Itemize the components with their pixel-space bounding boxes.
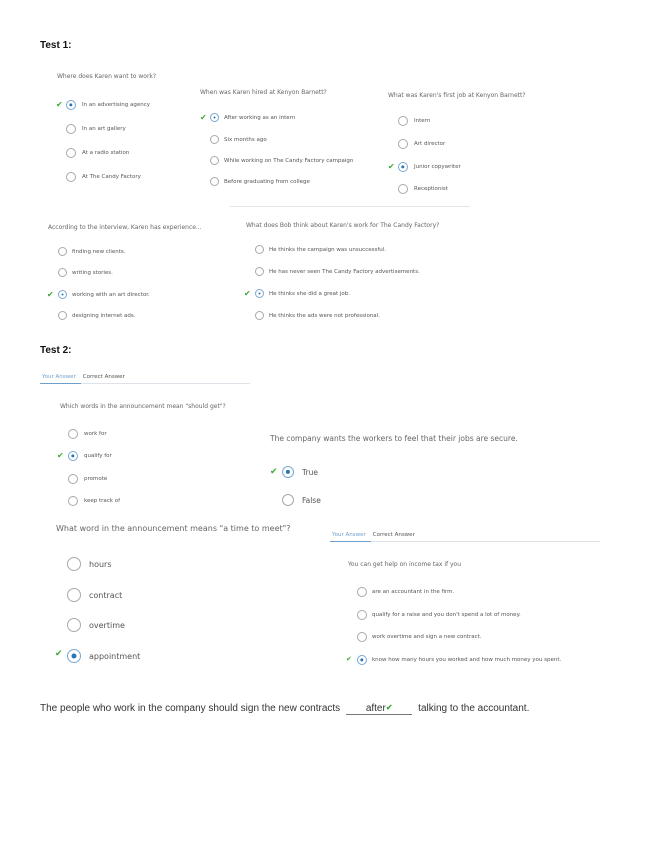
answer-tabs-2 [330, 530, 600, 542]
test2-title: Test 2: [40, 345, 72, 356]
t1-q4-option-2[interactable]: writing stories. [58, 268, 113, 277]
t2-q2-question: The company wants the workers to feel that their jobs are secure. [270, 434, 518, 443]
t1-q1-option-3[interactable]: At a radio station [66, 148, 129, 158]
check-mark-icon: ✔ [47, 290, 54, 299]
t1-q2-option-2[interactable]: Six months ago [210, 135, 267, 144]
radio-button[interactable] [255, 267, 264, 276]
radio-button-selected[interactable] [255, 289, 264, 298]
t2-q3-option-2[interactable]: contract [67, 588, 122, 602]
t1-q2-option-4[interactable]: Before graduating from college [210, 177, 310, 186]
radio-button[interactable] [67, 557, 81, 571]
t1-q2-option-1[interactable]: After working as an intern [210, 113, 295, 122]
radio-button[interactable] [398, 139, 408, 149]
t2-q4-question: You can get help on income tax if you [348, 561, 462, 568]
t2-q2-option-false[interactable]: False [282, 494, 321, 506]
tab-your-answer[interactable]: Your Answer [330, 530, 371, 542]
radio-button[interactable] [67, 618, 81, 632]
t1-q4-option-3[interactable]: working with an art director. [58, 290, 150, 299]
t1-q5-option-3[interactable]: He thinks she did a great job. [255, 289, 350, 298]
radio-button[interactable] [357, 587, 367, 597]
t2-q1-option-3[interactable]: promote [68, 474, 107, 484]
answer-tabs-1 [40, 372, 250, 384]
t2-q4-option-3[interactable]: work overtime and sign a new contract. [357, 632, 482, 642]
t1-q3-option-3[interactable]: Junior copywriter [398, 162, 461, 172]
t1-q4-option-1[interactable]: finding new clients. [58, 247, 126, 256]
radio-button[interactable] [255, 311, 264, 320]
t2-q1-option-4[interactable]: keep track of [68, 496, 120, 506]
t1-q5-question: What does Bob think about Karen's work for The Candy Factory? [246, 222, 440, 229]
radio-button[interactable] [398, 184, 408, 194]
t2-q2-option-true[interactable]: True [282, 466, 318, 478]
t2-q1-question: Which words in the announcement mean "should get"? [60, 403, 226, 410]
radio-button[interactable] [58, 268, 67, 277]
radio-button[interactable] [66, 172, 76, 182]
check-mark-icon: ✔ [346, 655, 352, 663]
radio-button[interactable] [357, 610, 367, 620]
radio-button[interactable] [255, 245, 264, 254]
t1-q1-question: Where does Karen want to work? [57, 73, 157, 80]
t1-q5-option-4[interactable]: He thinks the ads were not professional. [255, 311, 380, 320]
radio-button-selected[interactable] [58, 290, 67, 299]
t2-q4-option-2[interactable]: qualify for a raise and you don't spend a lot of money. [357, 610, 521, 620]
radio-button-selected[interactable] [357, 655, 367, 665]
radio-button[interactable] [58, 247, 67, 256]
radio-button-selected[interactable] [67, 649, 81, 663]
check-mark-icon: ✔ [57, 451, 64, 460]
t1-q3-question: What was Karen's first job at Kenyon Barnett? [388, 92, 526, 99]
radio-button[interactable] [66, 124, 76, 134]
tab-correct-answer[interactable]: Correct Answer [82, 374, 125, 380]
t1-q3-option-1[interactable]: Intern [398, 116, 430, 126]
radio-button[interactable] [58, 311, 67, 320]
radio-button[interactable] [357, 632, 367, 642]
t2-q5-answer: after [365, 703, 386, 714]
radio-button-selected[interactable] [282, 466, 294, 478]
t2-q5-answer-field[interactable] [346, 703, 412, 715]
t1-q2-question: When was Karen hired at Kenyon Barnett? [200, 89, 327, 96]
t1-q1-option-1[interactable]: In an advertising agency [66, 100, 150, 110]
tab-correct-answer[interactable]: Correct Answer [372, 532, 415, 538]
radio-button[interactable] [210, 177, 219, 186]
t2-q1-option-1[interactable]: work for [68, 429, 107, 439]
t1-q4-question: According to the interview, Karen has experience... [48, 224, 202, 231]
radio-button[interactable] [68, 496, 78, 506]
check-mark-icon: ✔ [56, 100, 63, 109]
radio-button-selected[interactable] [66, 100, 76, 110]
check-mark-icon: ✔ [385, 703, 393, 712]
radio-button-selected[interactable] [398, 162, 408, 172]
t2-q5-text-after: talking to the accountant. [418, 703, 530, 714]
radio-button[interactable] [210, 156, 219, 165]
t1-q1-option-2[interactable]: In an art gallery [66, 124, 126, 134]
radio-button[interactable] [282, 494, 294, 506]
t2-q4-option-1[interactable]: are an accountant in the firm. [357, 587, 454, 597]
t2-q3-option-3[interactable]: overtime [67, 618, 125, 632]
radio-button-selected[interactable] [68, 451, 78, 461]
test1-title: Test 1: [40, 40, 72, 51]
check-mark-icon: ✔ [244, 289, 251, 298]
radio-button-selected[interactable] [210, 113, 219, 122]
t1-q3-option-4[interactable]: Receptionist [398, 184, 448, 194]
check-mark-icon: ✔ [200, 113, 207, 122]
t2-q5-text-before: The people who work in the company should sign the new contracts [40, 703, 341, 714]
radio-button[interactable] [68, 429, 78, 439]
t2-q3-question: What word in the announcement means "a time to meet"? [56, 524, 291, 533]
t2-q5-sentence [40, 703, 529, 715]
t1-q3-option-2[interactable]: Art director [398, 139, 445, 149]
t1-q5-option-2[interactable]: He has never seen The Candy Factory advertisements. [255, 267, 420, 276]
check-mark-icon: ✔ [388, 162, 395, 171]
divider [230, 206, 470, 207]
t2-q4-option-4[interactable]: know how many hours you worked and how much money you spent. [357, 655, 561, 665]
t1-q5-option-1[interactable]: He thinks the campaign was unsuccessful. [255, 245, 386, 254]
check-mark-icon: ✔ [270, 467, 278, 477]
radio-button[interactable] [66, 148, 76, 158]
t2-q1-option-2[interactable]: qualify for [68, 451, 112, 461]
t1-q1-option-4[interactable]: At The Candy Factory [66, 172, 141, 182]
radio-button[interactable] [210, 135, 219, 144]
t1-q4-option-4[interactable]: designing internet ads. [58, 311, 135, 320]
radio-button[interactable] [398, 116, 408, 126]
t1-q2-option-3[interactable]: While working on The Candy Factory campaign [210, 156, 353, 165]
radio-button[interactable] [68, 474, 78, 484]
radio-button[interactable] [67, 588, 81, 602]
t2-q3-option-1[interactable]: hours [67, 557, 112, 571]
tab-your-answer[interactable]: Your Answer [40, 372, 81, 384]
check-mark-icon: ✔ [55, 649, 63, 659]
t2-q3-option-4[interactable]: appointment [67, 649, 140, 663]
